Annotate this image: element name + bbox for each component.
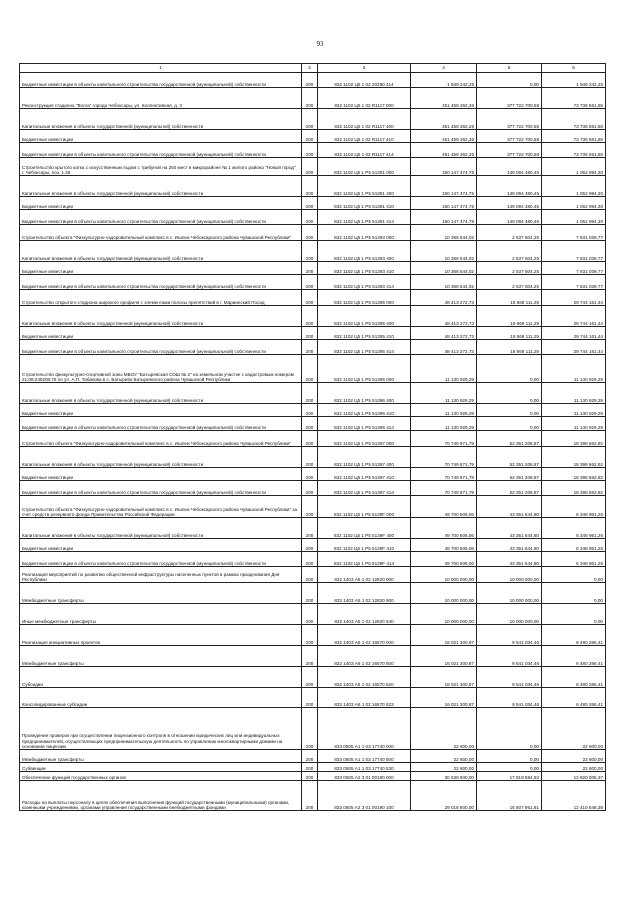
row-col6-cell: 6 348 961,26 (542, 539, 606, 552)
row-code-cell: 200 (302, 158, 318, 176)
row-col4-cell: 10 000 000,00 (411, 583, 477, 604)
row-col5-cell: 10 000 000,00 (477, 583, 542, 604)
row-kbk-cell: 832 1102 Ц5 1 02 R1117 000 (318, 88, 411, 109)
row-code-cell: 200 (302, 646, 318, 667)
row-code-cell: 200 (302, 197, 318, 210)
row-code-cell: 200 (302, 262, 318, 275)
row-code-cell: 200 (302, 417, 318, 431)
row-kbk-cell: 833 0505 А2 3 01 00190 000 (318, 772, 411, 781)
row-col6-cell: 0,00 (542, 583, 606, 604)
row-name-cell: Обеспечение функций государственных органов (20, 772, 302, 781)
row-col5-cell: 0,00 (477, 383, 542, 404)
row-name-cell: Бюджетные инвестиции в объекты капитального строительства государственной (муниципальной) собственности (20, 275, 302, 290)
table-row (20, 481, 606, 496)
row-code-cell: 200 (302, 539, 318, 552)
row-kbk-cell: 832 1102 Ц5 1 Р5 5139F 000 (318, 496, 411, 518)
row-col5-cell: 0,00 (477, 708, 542, 750)
header-col-4: 4 (411, 64, 477, 73)
row-name-cell: Бюджетные инвестиции в объекты капитального строительства государственной (муниципальной) собственности (20, 481, 302, 496)
row-kbk-cell: 833 0505 А2 3 01 00190 100 (318, 781, 411, 811)
row-col4-cell: 451 459 262,26 (411, 109, 477, 130)
row-kbk-cell: 832 1102 Ц5 1 Р5 51397 400 (318, 447, 411, 468)
row-col5-cell: 2 537 504,25 (477, 262, 542, 275)
row-col6-cell: 7 831 039,77 (542, 241, 606, 262)
row-col5-cell: 18 669 111,29 (477, 290, 542, 306)
row-code-cell: 200 (302, 688, 318, 708)
row-code-cell: 200 (302, 447, 318, 468)
row-kbk-cell: 832 1403 А6 1 02 16570 500 (318, 646, 411, 667)
row-kbk-cell: 832 1102 Ц5 1 Р5 51393 400 (318, 241, 411, 262)
header-col-6: 6 (542, 64, 606, 73)
row-col5-cell: 43 351 644,80 (477, 496, 542, 518)
row-col6-cell: 22 600,00 (542, 708, 606, 750)
row-col5-cell: 149 094 480,45 (477, 176, 542, 197)
row-col4-cell: 150 147 474,75 (411, 176, 477, 197)
row-col6-cell: 18 398 662,92 (542, 447, 606, 468)
table-row (20, 417, 606, 431)
row-name-cell: Проведение проверок при осуществлении лицензионного контроля в отношении юридических лиц или индивидуальных предпринимателей, осуществляющих предпринимательскую деятельность по управлению многоквартирными домами на основании лицензии (20, 708, 302, 750)
row-kbk-cell: 832 1102 Ц5 1 02 R1117 410 (318, 130, 411, 143)
table-row (20, 355, 606, 383)
row-col6-cell: 6 480 266,41 (542, 625, 606, 646)
row-name-cell: Капитальные вложения в объекты государственной (муниципальной) собственности (20, 306, 302, 327)
row-code-cell: 200 (302, 781, 318, 811)
row-col5-cell: 9 541 034,46 (477, 646, 542, 667)
row-name-cell: Бюджетные инвестиции в объекты капитального строительства государственной (муниципальной) собственности (20, 73, 302, 88)
row-col4-cell: 10 000 000,00 (411, 567, 477, 583)
row-col6-cell: 29 744 161,44 (542, 340, 606, 355)
row-name-cell: Субвенции (20, 763, 302, 772)
row-col4-cell: 22 600,00 (411, 708, 477, 750)
row-code-cell: 200 (302, 355, 318, 383)
row-col4-cell: 16 021 300,87 (411, 688, 477, 708)
row-col4-cell: 16 021 300,87 (411, 625, 477, 646)
row-name-cell: Бюджетные инвестиции в объекты капитального строительства государственной (муниципальной) собственности (20, 340, 302, 355)
row-col6-cell: 22 600,00 (542, 750, 606, 763)
row-col6-cell: 12 410 848,39 (542, 781, 606, 811)
row-col6-cell: 7 831 039,77 (542, 225, 606, 241)
row-code-cell: 200 (302, 468, 318, 481)
row-col6-cell: 29 744 161,44 (542, 327, 606, 340)
row-col4-cell: 451 459 262,26 (411, 88, 477, 109)
row-code-cell: 200 (302, 567, 318, 583)
table-row (20, 763, 606, 772)
row-name-cell: Капитальные вложения в объекты государственной (муниципальной) собственности (20, 109, 302, 130)
row-name-cell: Межбюджетные трансферты (20, 646, 302, 667)
row-col4-cell: 49 700 606,06 (411, 496, 477, 518)
table-row (20, 176, 606, 197)
row-col6-cell: 1 052 994,30 (542, 176, 606, 197)
row-col5-cell: 377 722 700,58 (477, 130, 542, 143)
row-col5-cell: 18 669 111,29 (477, 306, 542, 327)
row-col5-cell: 43 351 644,80 (477, 518, 542, 539)
row-code-cell: 200 (302, 708, 318, 750)
row-code-cell: 200 (302, 130, 318, 143)
row-name-cell: Строительство открытого стадиона широкого профиля с элементами полосы препятствий в г. Мариинский Посад (20, 290, 302, 306)
row-col5-cell: 0,00 (477, 750, 542, 763)
table-row (20, 518, 606, 539)
row-name-cell: Строительство физкультурно-спортивной зоны МБОУ "Батыревская СОШ № 2" на земельном участке с кадастровым номером 21:08:240206:78 по ул. А.П. Табакова в с. Батырево Батыревского района Чувашской Республики (20, 355, 302, 383)
row-name-cell: Реализация мероприятий по развитию общественной инфраструктуры населенных пунктов в рамках празднования Дня Республики (20, 567, 302, 583)
row-col5-cell: 9 541 034,46 (477, 688, 542, 708)
table-row (20, 158, 606, 176)
row-name-cell: Капитальные вложения в объекты государственной (муниципальной) собственности (20, 176, 302, 197)
page-number: 93 (316, 40, 324, 48)
table-row (20, 667, 606, 688)
row-code-cell: 200 (302, 327, 318, 340)
row-col5-cell: 0,00 (477, 404, 542, 417)
row-col5-cell: 10 000 000,00 (477, 604, 542, 625)
row-kbk-cell: 832 1403 А5 1 02 12820 540 (318, 604, 411, 625)
row-col4-cell: 10 368 544,02 (411, 241, 477, 262)
row-col5-cell: 0,00 (477, 763, 542, 772)
row-col4-cell: 11 130 929,29 (411, 404, 477, 417)
table-row (20, 604, 606, 625)
row-col4-cell: 10 368 544,02 (411, 262, 477, 275)
row-name-cell: Капитальные вложения в объекты государственной (муниципальной) собственности (20, 447, 302, 468)
row-col6-cell: 6 480 266,41 (542, 646, 606, 667)
table-row (20, 88, 606, 109)
table-row (20, 197, 606, 210)
row-col5-cell: 52 351 208,87 (477, 468, 542, 481)
row-col4-cell: 10 368 544,02 (411, 275, 477, 290)
row-col5-cell: 18 669 111,29 (477, 340, 542, 355)
row-col4-cell: 48 413 272,73 (411, 306, 477, 327)
row-col6-cell: 1 052 994,30 (542, 197, 606, 210)
table-body (20, 73, 606, 811)
header-col-1: 1 (20, 64, 302, 73)
row-code-cell: 200 (302, 552, 318, 567)
row-col4-cell: 48 413 272,73 (411, 340, 477, 355)
row-col4-cell: 70 749 871,79 (411, 481, 477, 496)
table-row (20, 290, 606, 306)
row-col5-cell: 149 094 480,45 (477, 210, 542, 225)
table-row (20, 552, 606, 567)
row-name-cell: Бюджетные инвестиции (20, 539, 302, 552)
row-col4-cell: 22 600,00 (411, 763, 477, 772)
row-name-cell: Бюджетные инвестиции (20, 262, 302, 275)
row-col6-cell: 73 736 561,68 (542, 143, 606, 158)
row-code-cell: 200 (302, 383, 318, 404)
row-code-cell: 200 (302, 340, 318, 355)
row-code-cell: 200 (302, 481, 318, 496)
table-row (20, 306, 606, 327)
row-col5-cell: 17 819 594,63 (477, 772, 542, 781)
row-name-cell: Межбюджетные трансферты (20, 583, 302, 604)
row-col6-cell: 29 744 161,44 (542, 306, 606, 327)
table-row (20, 130, 606, 143)
row-code-cell: 200 (302, 275, 318, 290)
row-col6-cell: 11 130 929,29 (542, 355, 606, 383)
row-kbk-cell: 832 1102 Ц5 1 Р5 5139F 400 (318, 518, 411, 539)
row-col6-cell: 18 398 662,92 (542, 468, 606, 481)
row-code-cell: 200 (302, 88, 318, 109)
row-kbk-cell: 832 1102 Ц5 1 Р5 51396 400 (318, 383, 411, 404)
row-col6-cell: 7 831 039,77 (542, 262, 606, 275)
table-row (20, 496, 606, 518)
row-kbk-cell: 832 1403 А6 1 02 16570 523 (318, 688, 411, 708)
table-row (20, 383, 606, 404)
row-col6-cell: 73 736 561,68 (542, 88, 606, 109)
row-col5-cell: 52 351 208,87 (477, 481, 542, 496)
row-kbk-cell: 832 1102 Ц5 1 02 20290 414 (318, 73, 411, 88)
row-kbk-cell: 832 1102 Ц5 1 Р5 51397 000 (318, 431, 411, 447)
row-kbk-cell: 832 1102 Ц5 1 Р5 51397 414 (318, 481, 411, 496)
row-name-cell: Строительство объекта "Физкультурно-оздоровительный комплекс в с. Ишлеи Чебоксарского района Чувашской Республики" (20, 225, 302, 241)
row-kbk-cell: 832 1102 Ц5 1 02 R1117 400 (318, 109, 411, 130)
row-name-cell: Строительство объекта "Физкультурно-оздоровительный комплекс в с. Ишлеи Чебоксарского района Чувашской Республики" за счет средств резервного фонда Правительства Российской Федерации (20, 496, 302, 518)
row-col5-cell: 9 541 034,46 (477, 667, 542, 688)
row-kbk-cell: 832 1102 Ц5 1 Р5 51393 000 (318, 225, 411, 241)
table-row (20, 73, 606, 88)
row-col4-cell: 11 130 929,29 (411, 355, 477, 383)
row-kbk-cell: 833 0505 А1 1 03 17740 530 (318, 763, 411, 772)
row-kbk-cell: 832 1102 Ц5 1 Р5 51396 000 (318, 355, 411, 383)
table-row (20, 327, 606, 340)
row-col4-cell: 1 949 242,25 (411, 73, 477, 88)
row-kbk-cell: 832 1403 А5 1 02 12820 500 (318, 583, 411, 604)
row-col6-cell: 0,00 (542, 604, 606, 625)
table-row (20, 646, 606, 667)
row-col6-cell: 29 744 161,44 (542, 290, 606, 306)
row-kbk-cell: 832 1102 Ц5 1 Р5 5139F 414 (318, 552, 411, 567)
table-row (20, 447, 606, 468)
row-kbk-cell: 832 1102 Ц5 1 Р5 51391 400 (318, 176, 411, 197)
row-col5-cell: 2 537 504,25 (477, 241, 542, 262)
row-kbk-cell: 832 1102 Ц5 1 Р5 51396 410 (318, 404, 411, 417)
table-row (20, 567, 606, 583)
row-kbk-cell: 832 1102 Ц5 1 Р5 51391 410 (318, 197, 411, 210)
row-col4-cell: 150 147 474,75 (411, 197, 477, 210)
row-kbk-cell: 832 1102 Ц5 1 02 R1117 414 (318, 143, 411, 158)
row-col4-cell: 49 700 606,06 (411, 518, 477, 539)
table-row (20, 225, 606, 241)
row-col4-cell: 48 413 272,73 (411, 327, 477, 340)
row-code-cell: 200 (302, 176, 318, 197)
table-row (20, 750, 606, 763)
row-kbk-cell: 832 1102 Ц5 1 Р5 51391 000 (318, 158, 411, 176)
row-kbk-cell: 832 1102 Ц5 1 Р5 51391 414 (318, 210, 411, 225)
row-name-cell: Консолидированные субсидии (20, 688, 302, 708)
row-name-cell: Бюджетные инвестиции (20, 130, 302, 143)
row-col6-cell: 1 052 994,30 (542, 158, 606, 176)
row-code-cell: 200 (302, 667, 318, 688)
row-col6-cell: 6 348 961,26 (542, 518, 606, 539)
row-name-cell: Расходы на выплаты персоналу в целях обеспечения выполнения функций государственными (муниципальными) органами, казенными учреждениями, органами управления государственными внебюджетными фондами (20, 781, 302, 811)
table-row (20, 109, 606, 130)
row-kbk-cell: 833 0505 А1 1 03 17740 000 (318, 708, 411, 750)
row-col6-cell: 11 130 929,29 (542, 383, 606, 404)
row-col6-cell: 73 736 561,68 (542, 109, 606, 130)
row-code-cell: 200 (302, 225, 318, 241)
row-col6-cell: 73 736 561,68 (542, 130, 606, 143)
row-col4-cell: 30 639 600,00 (411, 772, 477, 781)
table-row (20, 210, 606, 225)
row-name-cell: Межбюджетные трансферты (20, 750, 302, 763)
row-code-cell: 200 (302, 763, 318, 772)
row-code-cell: 200 (302, 625, 318, 646)
row-col6-cell: 1 949 242,25 (542, 73, 606, 88)
table-row (20, 241, 606, 262)
row-code-cell: 200 (302, 518, 318, 539)
row-kbk-cell: 832 1102 Ц5 1 Р5 51395 410 (318, 327, 411, 340)
row-col5-cell: 52 351 208,87 (477, 431, 542, 447)
row-col4-cell: 11 130 929,29 (411, 383, 477, 404)
row-code-cell: 200 (302, 210, 318, 225)
row-kbk-cell: 832 1102 Ц5 1 Р5 5139F 410 (318, 539, 411, 552)
row-code-cell: 200 (302, 241, 318, 262)
row-col4-cell: 16 021 300,87 (411, 667, 477, 688)
row-name-cell: Строительство крытого катка с искусственным льдом с трибуной на 250 мест в микрорайоне № 1 жилого района "Новый город" г. Чебоксары, поз. 1.25 (20, 158, 302, 176)
row-col5-cell: 2 537 504,25 (477, 275, 542, 290)
table-row (20, 772, 606, 781)
row-kbk-cell: 832 1403 А6 1 02 16570 520 (318, 667, 411, 688)
table-row (20, 688, 606, 708)
row-name-cell: Бюджетные инвестиции в объекты капитального строительства государственной (муниципальной) собственности (20, 210, 302, 225)
row-col5-cell: 43 351 644,80 (477, 552, 542, 567)
header-row (20, 64, 606, 73)
row-col4-cell: 451 459 262,26 (411, 143, 477, 158)
row-col4-cell: 11 130 929,29 (411, 417, 477, 431)
row-name-cell: Бюджетные инвестиции (20, 468, 302, 481)
row-code-cell: 200 (302, 583, 318, 604)
row-name-cell: Субсидии (20, 667, 302, 688)
row-col5-cell: 377 722 700,58 (477, 109, 542, 130)
row-kbk-cell: 832 1403 А6 1 02 16570 000 (318, 625, 411, 646)
row-kbk-cell: 832 1102 Ц5 1 Р5 51397 410 (318, 468, 411, 481)
row-code-cell: 200 (302, 772, 318, 781)
row-code-cell: 200 (302, 73, 318, 88)
row-col5-cell: 52 351 208,87 (477, 447, 542, 468)
row-col4-cell: 150 147 474,75 (411, 158, 477, 176)
row-col4-cell: 22 600,00 (411, 750, 477, 763)
row-col6-cell: 0,00 (542, 567, 606, 583)
row-col5-cell: 16 607 951,61 (477, 781, 542, 811)
row-col5-cell: 377 722 700,58 (477, 88, 542, 109)
row-name-cell: Бюджетные инвестиции (20, 197, 302, 210)
table-row (20, 781, 606, 811)
table-row (20, 583, 606, 604)
table-row (20, 275, 606, 290)
row-code-cell: 200 (302, 404, 318, 417)
row-code-cell: 200 (302, 306, 318, 327)
row-kbk-cell: 832 1102 Ц5 1 Р5 51393 410 (318, 262, 411, 275)
row-col6-cell: 12 820 005,37 (542, 772, 606, 781)
row-col5-cell: 2 537 504,25 (477, 225, 542, 241)
table-row (20, 431, 606, 447)
row-col6-cell: 1 052 994,30 (542, 210, 606, 225)
row-col5-cell: 43 351 644,80 (477, 539, 542, 552)
row-col4-cell: 70 749 871,79 (411, 431, 477, 447)
row-col4-cell: 49 700 606,06 (411, 552, 477, 567)
row-col5-cell: 9 541 034,46 (477, 625, 542, 646)
row-code-cell: 200 (302, 431, 318, 447)
row-kbk-cell: 832 1102 Ц5 1 Р5 51395 000 (318, 290, 411, 306)
row-col5-cell: 149 094 480,45 (477, 158, 542, 176)
row-name-cell: Капитальные вложения в объекты государственной (муниципальной) собственности (20, 518, 302, 539)
row-col4-cell: 451 459 262,26 (411, 130, 477, 143)
row-name-cell: Бюджетные инвестиции в объекты капитального строительства государственной (муниципальной) собственности (20, 552, 302, 567)
row-col6-cell: 6 480 266,41 (542, 688, 606, 708)
row-code-cell: 200 (302, 290, 318, 306)
row-col5-cell: 18 669 111,29 (477, 327, 542, 340)
row-col4-cell: 150 147 474,75 (411, 210, 477, 225)
row-col5-cell: 0,00 (477, 417, 542, 431)
row-kbk-cell: 832 1102 Ц5 1 Р5 51396 414 (318, 417, 411, 431)
row-code-cell: 200 (302, 496, 318, 518)
table-row (20, 404, 606, 417)
table-row (20, 262, 606, 275)
row-name-cell: Бюджетные инвестиции (20, 327, 302, 340)
row-col5-cell: 10 000 000,00 (477, 567, 542, 583)
row-col4-cell: 49 700 606,06 (411, 539, 477, 552)
row-col5-cell: 377 722 700,58 (477, 143, 542, 158)
table-row (20, 708, 606, 750)
row-kbk-cell: 832 1102 Ц5 1 Р5 51395 414 (318, 340, 411, 355)
row-name-cell: Иные межбюджетные трансферты (20, 604, 302, 625)
row-code-cell: 200 (302, 750, 318, 763)
row-col5-cell: 149 094 480,45 (477, 197, 542, 210)
row-kbk-cell: 832 1102 Ц5 1 Р5 51393 414 (318, 275, 411, 290)
row-col4-cell: 16 021 300,87 (411, 646, 477, 667)
row-col4-cell: 10 368 544,02 (411, 225, 477, 241)
budget-table (19, 63, 606, 811)
table-row (20, 625, 606, 646)
row-col4-cell: 10 000 000,00 (411, 604, 477, 625)
header-col-2: 2 (302, 64, 318, 73)
row-name-cell: Бюджетные инвестиции в объекты капитального строительства государственной (муниципальной) собственности (20, 417, 302, 431)
row-name-cell: Реконструкция стадиона "Волга" города Чебоксары, ул. Коллективная, д. 3 (20, 88, 302, 109)
table-row (20, 143, 606, 158)
row-col4-cell: 29 018 800,00 (411, 781, 477, 811)
header-col-3: 3 (318, 64, 411, 73)
row-col5-cell: 0,00 (477, 355, 542, 383)
row-code-cell: 200 (302, 604, 318, 625)
row-name-cell: Капитальные вложения в объекты государственной (муниципальной) собственности (20, 241, 302, 262)
table-row (20, 539, 606, 552)
row-name-cell: Бюджетные инвестиции (20, 404, 302, 417)
row-col6-cell: 6 348 961,26 (542, 496, 606, 518)
row-kbk-cell: 832 1102 Ц5 1 Р5 51395 400 (318, 306, 411, 327)
row-col6-cell: 22 600,00 (542, 763, 606, 772)
row-col6-cell: 11 130 929,29 (542, 404, 606, 417)
row-name-cell: Строительство объекта "Физкультурно-оздоровительный комплекс в с. Ишлеи Чебоксарского района Чувашской Республики" (20, 431, 302, 447)
row-col6-cell: 6 348 961,26 (542, 552, 606, 567)
table-row (20, 468, 606, 481)
row-col6-cell: 6 480 266,41 (542, 667, 606, 688)
row-col6-cell: 18 398 662,92 (542, 431, 606, 447)
row-col6-cell: 18 398 662,92 (542, 481, 606, 496)
row-kbk-cell: 833 0505 А1 1 03 17740 500 (318, 750, 411, 763)
table-row (20, 340, 606, 355)
row-code-cell: 200 (302, 143, 318, 158)
row-kbk-cell: 832 1403 А5 1 02 12820 000 (318, 567, 411, 583)
row-col6-cell: 11 130 929,29 (542, 417, 606, 431)
row-col4-cell: 70 749 871,79 (411, 468, 477, 481)
row-name-cell: Капитальные вложения в объекты государственной (муниципальной) собственности (20, 383, 302, 404)
row-col4-cell: 70 749 871,79 (411, 447, 477, 468)
row-code-cell: 200 (302, 109, 318, 130)
row-name-cell: Бюджетные инвестиции в объекты капитального строительства государственной (муниципальной) собственности (20, 143, 302, 158)
header-col-5: 5 (477, 64, 542, 73)
row-col4-cell: 48 413 272,73 (411, 290, 477, 306)
row-col5-cell: 0,00 (477, 73, 542, 88)
row-name-cell: Реализация инициативных проектов (20, 625, 302, 646)
row-col6-cell: 7 831 039,77 (542, 275, 606, 290)
